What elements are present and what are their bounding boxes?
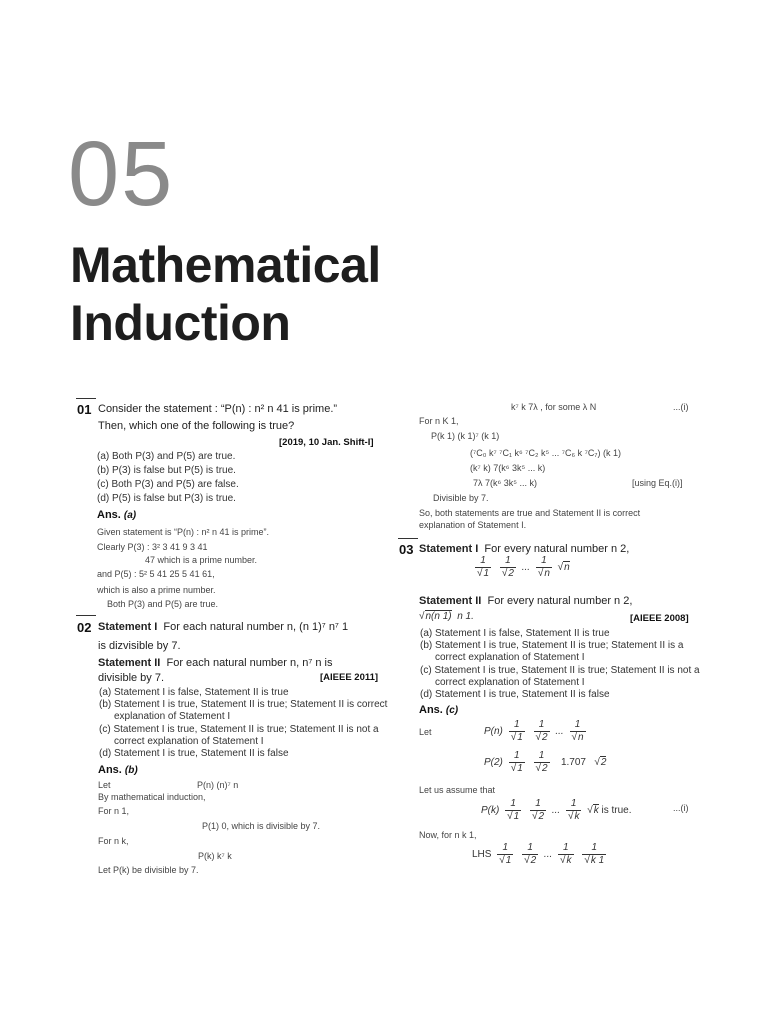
statement-label: Statement I bbox=[419, 543, 479, 555]
solution-line: P(k) k⁷ k bbox=[198, 851, 232, 861]
solution-line: For n k, bbox=[98, 836, 129, 846]
question-source: [2019, 10 Jan. Shift-I] bbox=[279, 437, 374, 448]
option: (a) Both P(3) and P(5) are true. bbox=[97, 451, 236, 462]
solution-line: (⁷C₀ k⁷ ⁷C₁ k⁶ ⁷C₂ k⁵ ... ⁷C₆ k ⁷C₇) (k 1) bbox=[470, 448, 621, 458]
answer-label: Ans. bbox=[419, 704, 443, 716]
statement-1-formula: $\frac{1}{√1}$ $\frac{1}{√2}$ ... $\frac{1}{√n}$ √n bbox=[477, 555, 570, 579]
solution-line: 47 which is a prime number. bbox=[145, 555, 258, 565]
solution-line: [using Eq.(i)] bbox=[632, 478, 683, 488]
question-text: Then, which one of the following is true? bbox=[98, 420, 295, 432]
solution-line: Clearly P(3) : 3² 3 41 9 3 41 bbox=[97, 542, 208, 552]
solution-formula: P(k) $\frac{1}{√1}$ $\frac{1}{√2}$ ... $\frac{1}{√k}$ √k is true. bbox=[481, 798, 632, 822]
statement-text: For every natural number n 2, bbox=[484, 543, 630, 555]
chapter-title-line2: Induction bbox=[70, 295, 291, 351]
answer bbox=[98, 764, 138, 776]
solution-line: Both P(3) and P(5) are true. bbox=[107, 599, 219, 609]
solution-line: For n 1, bbox=[98, 806, 130, 816]
option: correct explanation of Statement I bbox=[114, 736, 264, 747]
option: (d) Statement I is true, Statement II is false bbox=[99, 748, 289, 759]
fraction: $\frac{1}{√k 1}$ bbox=[584, 842, 605, 866]
solution-line: and P(5) : 5² 5 41 25 5 41 61, bbox=[97, 569, 215, 579]
option: (c) Statement I is true, Statement II is true; Statement II is not a bbox=[420, 665, 700, 676]
solution-line: By mathematical induction, bbox=[98, 792, 206, 802]
statement-text: For each natural number n, n⁷ n is bbox=[166, 657, 333, 669]
fraction: $\frac{1}{√1}$ bbox=[477, 555, 490, 579]
question-source: [AIEEE 2008] bbox=[630, 613, 689, 624]
option: correct explanation of Statement I bbox=[435, 677, 585, 688]
question-source: [AIEEE 2011] bbox=[320, 672, 379, 683]
option: correct explanation of Statement I bbox=[435, 652, 585, 663]
statement-text: For every natural number n 2, bbox=[487, 595, 633, 607]
fraction: $\frac{1}{√2}$ bbox=[531, 798, 545, 822]
fraction: $\frac{1}{√1}$ bbox=[507, 798, 520, 822]
answer bbox=[419, 704, 458, 716]
question-number: 01 bbox=[77, 402, 92, 417]
statement-1 bbox=[419, 543, 629, 555]
fraction: $\frac{1}{√2}$ bbox=[535, 750, 548, 774]
solution-line: k⁷ k 7λ , for some λ N bbox=[511, 402, 597, 412]
solution-line: So, both statements are true and Statement II is correct bbox=[419, 508, 641, 518]
option: (c) Both P(3) and P(5) are false. bbox=[97, 479, 239, 490]
fraction: $\frac{1}{√2}$ bbox=[501, 555, 514, 579]
statement-1-cont: is dizvisible by 7. bbox=[98, 640, 181, 652]
option: (d) Statement I is true, Statement II is false bbox=[420, 689, 610, 700]
fraction: $\frac{1}{√1}$ bbox=[499, 842, 512, 866]
fraction: $\frac{1}{√k}$ bbox=[567, 798, 580, 822]
statement-2 bbox=[98, 657, 333, 669]
option: explanation of Statement I bbox=[114, 711, 231, 722]
solution-line: P(n) (n)⁷ n bbox=[197, 780, 239, 790]
chapter-title-line1: Mathematical bbox=[70, 237, 381, 293]
option: (a) Statement I is false, Statement II is true bbox=[99, 687, 289, 698]
solution-formula: P(n) $\frac{1}{√1}$ $\frac{1}{√2}$ ... $\frac{1}{√n}$ bbox=[484, 719, 584, 743]
question-number: 02 bbox=[77, 620, 92, 635]
solution-line: Let P(k) be divisible by 7. bbox=[98, 865, 199, 875]
statement-2 bbox=[419, 595, 632, 607]
question-rule bbox=[398, 538, 418, 539]
option: (c) Statement I is true, Statement II is true; Statement II is not a bbox=[99, 724, 379, 735]
solution-line: ...(i) bbox=[673, 402, 689, 412]
solution-formula: LHS $\frac{1}{√1}$ $\frac{1}{√2}$ ... $\frac{1}{√k}$ $\frac{1}{√k 1}$ bbox=[472, 842, 605, 866]
question-text: Consider the statement : “P(n) : n² n 41 is prime.” bbox=[98, 403, 338, 415]
fraction: $\frac{1}{√1}$ bbox=[510, 719, 523, 743]
option: (b) P(3) is false but P(5) is true. bbox=[97, 465, 236, 476]
answer-label: Ans. bbox=[98, 764, 122, 776]
solution-line: (k⁷ k) 7(k⁶ 3k⁵ ... k) bbox=[470, 463, 546, 473]
question-rule bbox=[76, 398, 96, 399]
solution-line: P(k 1) (k 1)⁷ (k 1) bbox=[431, 431, 500, 441]
solution-line: Now, for n k 1, bbox=[419, 830, 477, 840]
answer-label: Ans. bbox=[97, 509, 121, 521]
option: (b) Statement I is true, Statement II is true; Statement II is a bbox=[420, 640, 684, 651]
statement-1 bbox=[98, 621, 348, 633]
statement-label: Statement II bbox=[419, 595, 482, 607]
fraction: $\frac{1}{√1}$ bbox=[510, 750, 523, 774]
solution-line: which is also a prime number. bbox=[97, 585, 216, 595]
option: (d) P(5) is false but P(3) is true. bbox=[97, 493, 236, 504]
solution-line: Let bbox=[419, 727, 432, 737]
question-rule bbox=[76, 615, 96, 616]
fraction: $\frac{1}{√n}$ bbox=[571, 719, 584, 743]
fraction: $\frac{1}{√k}$ bbox=[560, 842, 572, 866]
fraction: $\frac{1}{√n}$ bbox=[537, 555, 550, 579]
solution-formula: P(2) $\frac{1}{√1}$ $\frac{1}{√2}$ 1.707 √2 bbox=[484, 750, 607, 774]
statement-text: For each natural number n, (n 1)⁷ n⁷ 1 bbox=[163, 621, 349, 633]
answer-value: (c) bbox=[445, 705, 459, 716]
answer-value: (a) bbox=[123, 510, 137, 521]
fraction: $\frac{1}{√2}$ bbox=[524, 842, 537, 866]
statement-2-formula: √n(n 1) n 1. bbox=[419, 611, 474, 622]
option: (a) Statement I is false, Statement II is true bbox=[420, 628, 610, 639]
answer-value: (b) bbox=[124, 765, 138, 776]
statement-label: Statement II bbox=[98, 657, 161, 669]
solution-line: Let us assume that bbox=[419, 785, 496, 795]
fraction: $\frac{1}{√2}$ bbox=[535, 719, 548, 743]
question-number: 03 bbox=[399, 542, 414, 557]
solution-line: Let bbox=[98, 780, 111, 790]
solution-line: Divisible by 7. bbox=[433, 493, 489, 503]
solution-line: ...(i) bbox=[673, 803, 689, 813]
statement-2-cont: divisible by 7. bbox=[98, 672, 165, 684]
answer bbox=[97, 509, 136, 521]
solution-line: For n K 1, bbox=[419, 416, 459, 426]
statement-label: Statement I bbox=[98, 621, 158, 633]
solution-line: P(1) 0, which is divisible by 7. bbox=[202, 821, 321, 831]
solution-line: Given statement is “P(n) : n² n 41 is prime”. bbox=[97, 527, 270, 537]
solution-line: 7λ 7(k⁶ 3k⁵ ... k) bbox=[473, 478, 537, 488]
chapter-number: 05 bbox=[68, 123, 175, 225]
solution-line: explanation of Statement I. bbox=[419, 520, 527, 530]
option: (b) Statement I is true, Statement II is true; Statement II is correct bbox=[99, 699, 388, 710]
